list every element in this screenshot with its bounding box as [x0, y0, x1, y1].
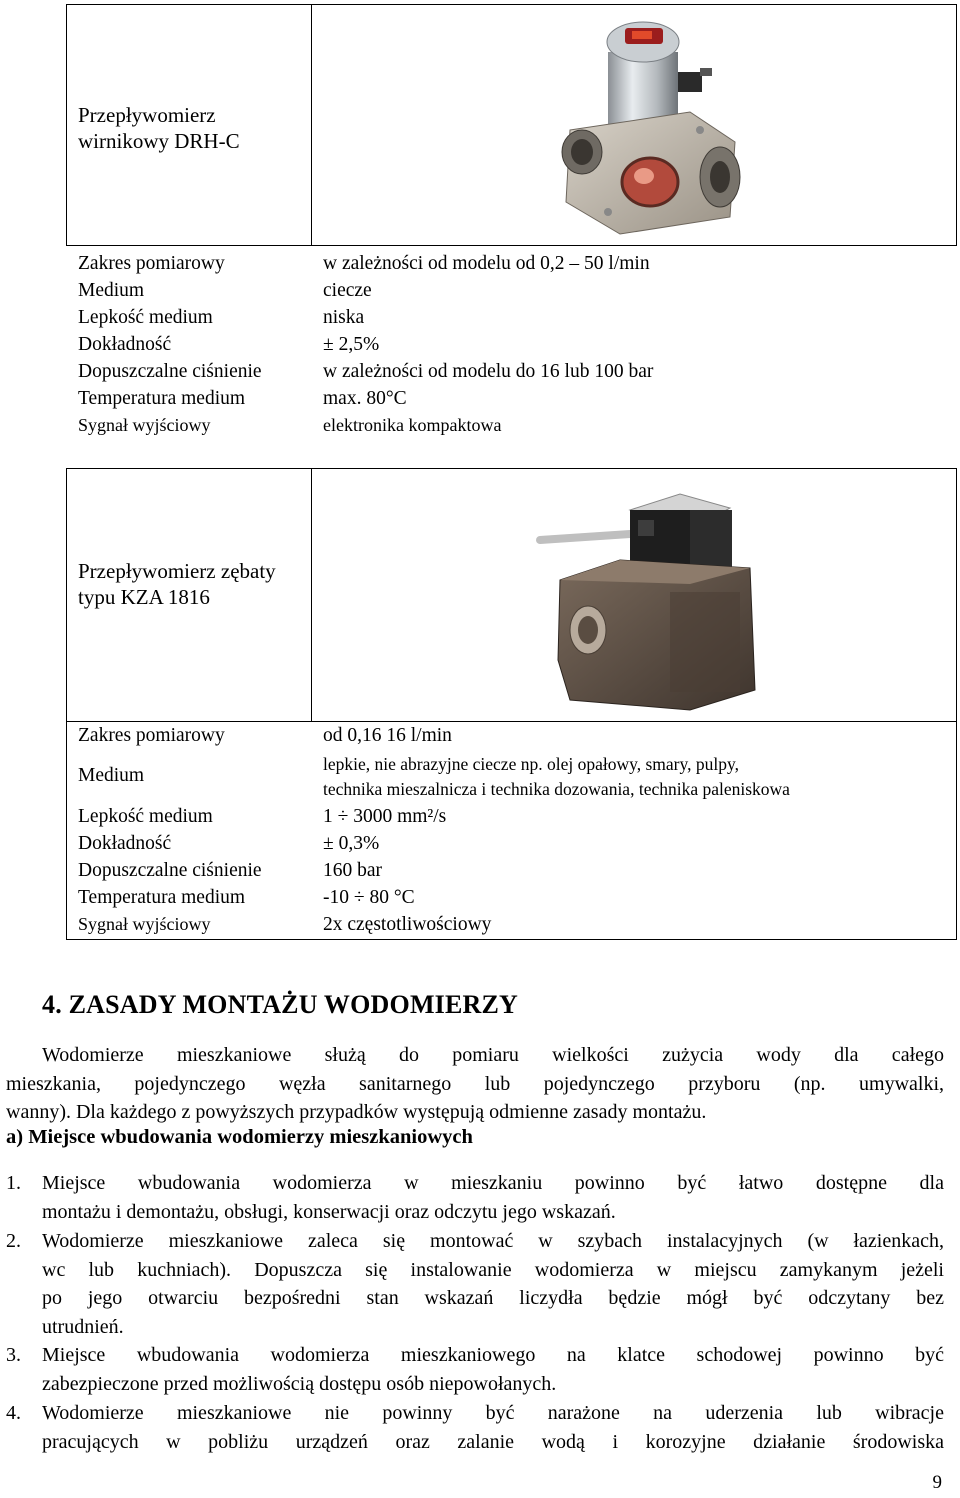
- spec-value: ± 0,3%: [323, 833, 380, 854]
- device2-caption-line2: typu KZA 1816: [78, 585, 210, 609]
- list-item-line: utrudnień.: [42, 1315, 124, 1338]
- spec-label: Dopuszczalne ciśnienie: [78, 361, 262, 382]
- device2-photo: [530, 480, 770, 716]
- list-item-number: 1.: [6, 1172, 21, 1194]
- list-item: [42, 1169, 944, 1226]
- list-item-line: pracujących w pobliżu urządzeń oraz zalanie wodą i korozyjne działanie środowiska: [42, 1430, 944, 1453]
- intro-line: wanny). Dla każdego z powyższych przypadków występują odmienne zasady montażu.: [6, 1101, 707, 1123]
- spec-label: Temperatura medium: [78, 887, 246, 908]
- table2-right-border: [956, 722, 957, 940]
- page-number: 9: [932, 1472, 942, 1493]
- list-item-line: Wodomierze mieszkaniowe nie powinny być narażone na uderzenia lub wibracje: [42, 1402, 944, 1424]
- list-item-line: po jego otwarciu bezpośredni stan wskazań liczydła będzie mógł być odczytany bez: [42, 1287, 944, 1309]
- list-item-line: wc lub kuchniach). Dopuszcza się instalowanie wodomierza w miejscu zamykanym jeżeli: [42, 1258, 944, 1281]
- table2-bottom-border: [66, 939, 957, 940]
- section-intro: [6, 1041, 944, 1127]
- spec-value-medium-line1: lepkie, nie abrazyjne ciecze np. olej opałowy, smary, pulpy,: [323, 754, 739, 774]
- spec-label: Zakres pomiarowy: [78, 253, 225, 274]
- spec-value: 1 ÷ 3000 mm²/s: [323, 806, 447, 827]
- list-item: [42, 1341, 944, 1398]
- spec-value-medium-line2: technika mieszalnicza i technika dozowania, technika paleniskowa: [323, 779, 790, 799]
- list-item-number: 4.: [6, 1402, 21, 1424]
- spec-label: Zakres pomiarowy: [78, 725, 225, 746]
- list-item-line: Miejsce wbudowania wodomierza mieszkaniowego na klatce schodowej powinno być: [42, 1344, 944, 1366]
- spec-value: ± 2,5%: [323, 334, 380, 355]
- device1-caption-line2: wirnikowy DRH-C: [78, 129, 240, 153]
- spec-value: 2x częstotliwościowy: [323, 914, 492, 935]
- device1-caption: [78, 102, 240, 154]
- list-item-line: Miejsce wbudowania wodomierza w mieszkaniu powinno być łatwo dostępne dla: [42, 1172, 944, 1194]
- device1-photo: [540, 12, 760, 240]
- device2-caption: [78, 558, 276, 610]
- spec-value: max. 80°C: [323, 388, 407, 409]
- list-item-line: montażu i demontażu, obsługi, konserwacji oraz odczytu jego wskazań.: [42, 1200, 616, 1223]
- spec-value: ciecze: [323, 280, 372, 301]
- list-item-line: zabezpieczone przed możliwością dostępu osób niepowołanych.: [42, 1372, 557, 1395]
- intro-line: mieszkania, pojedynczego węzła sanitarnego lub pojedynczego przyboru (np. umywalki,: [6, 1072, 944, 1095]
- spec-label: Sygnał wyjściowy: [78, 415, 211, 435]
- subheading: a) Miejsce wbudowania wodomierzy mieszkaniowych: [6, 1126, 473, 1148]
- spec-label: Lepkość medium: [78, 307, 213, 328]
- spec-value: niska: [323, 307, 365, 328]
- list-item: [42, 1399, 944, 1456]
- spec-label: Dopuszczalne ciśnienie: [78, 860, 262, 881]
- spec-label: Lepkość medium: [78, 806, 213, 827]
- spec-value: -10 ÷ 80 °C: [323, 887, 415, 908]
- table2-left-border: [66, 722, 67, 940]
- spec-value: od 0,16 16 l/min: [323, 725, 452, 746]
- spec-label: Medium: [78, 765, 145, 786]
- section-heading: 4. ZASADY MONTAŻU WODOMIERZY: [42, 990, 519, 1019]
- spec-value: 160 bar: [323, 860, 383, 881]
- list-item-number: 2.: [6, 1230, 21, 1252]
- spec-value: w zależności od modelu do 16 lub 100 bar: [323, 361, 654, 382]
- list-item: [42, 1227, 944, 1341]
- spec-label: Sygnał wyjściowy: [78, 914, 211, 934]
- spec-value: w zależności od modelu od 0,2 – 50 l/min: [323, 253, 650, 274]
- spec-label: Temperatura medium: [78, 388, 246, 409]
- device2-frame-divider: [311, 468, 312, 722]
- device1-frame-divider: [311, 4, 312, 246]
- device2-caption-line1: Przepływomierz zębaty: [78, 559, 276, 583]
- spec-value: elektronika kompaktowa: [323, 415, 502, 435]
- device1-caption-line1: Przepływomierz: [78, 103, 216, 127]
- list-item-number: 3.: [6, 1344, 21, 1366]
- intro-line: Wodomierze mieszkaniowe służą do pomiaru wielkości zużycia wody dla całego: [42, 1044, 944, 1066]
- spec-label: Dokładność: [78, 334, 172, 355]
- spec-label: Dokładność: [78, 833, 172, 854]
- spec-label: Medium: [78, 280, 145, 301]
- list-item-line: Wodomierze mieszkaniowe zaleca się montować w szybach instalacyjnych (w łazienkach,: [42, 1230, 944, 1252]
